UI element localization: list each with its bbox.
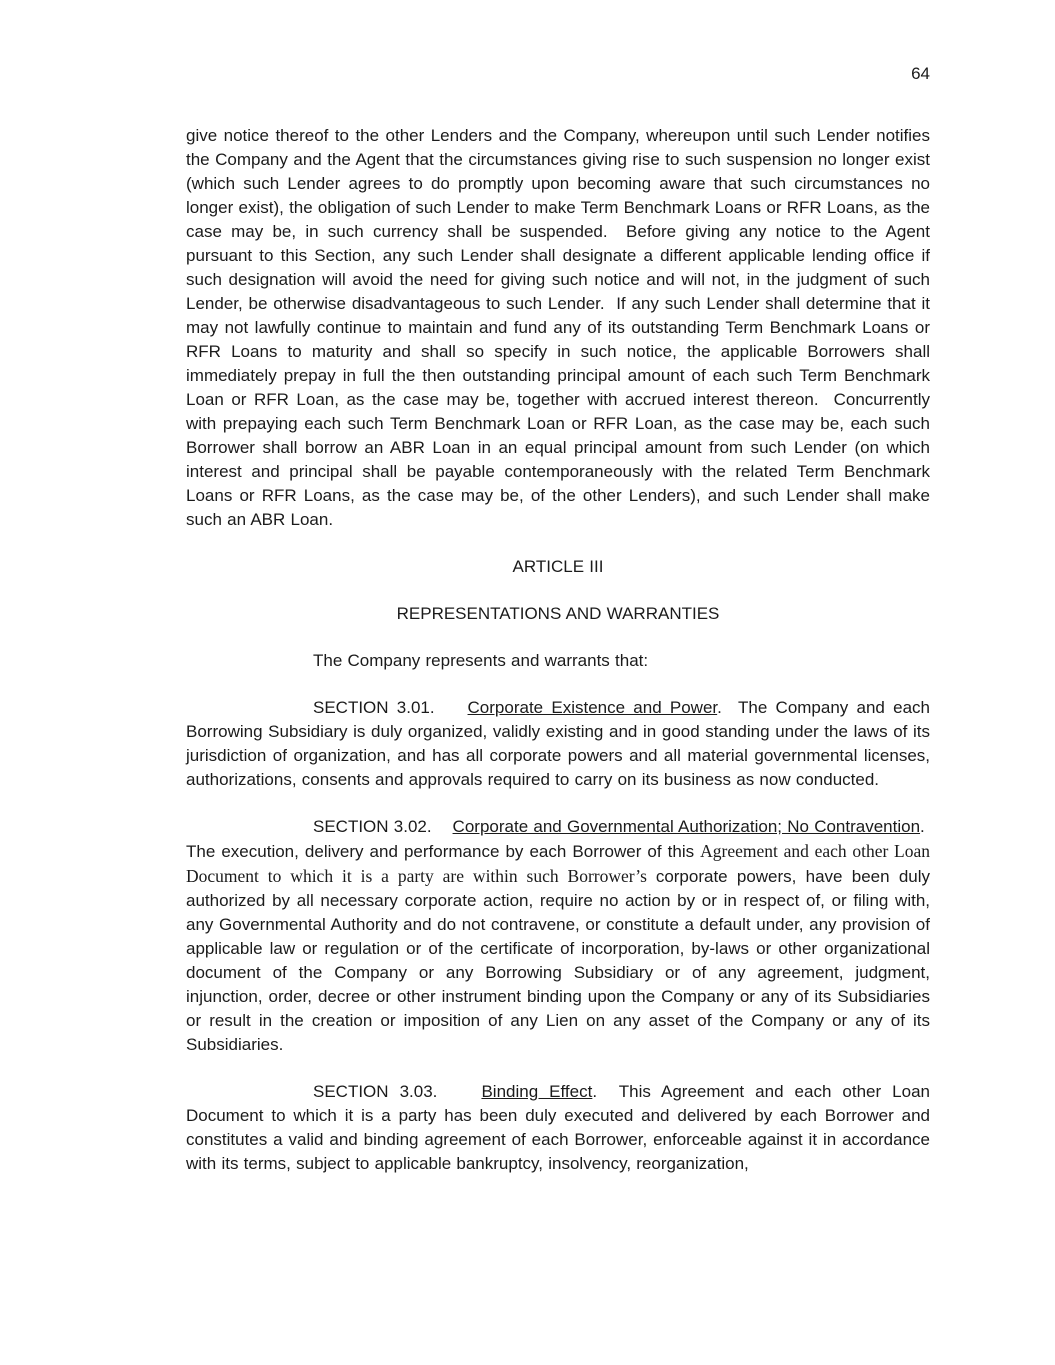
text-run: ARTICLE III: [512, 557, 604, 576]
continuation-paragraph: [186, 124, 930, 532]
document-content: [186, 124, 930, 1176]
text-run: Agreement and each other Loan Document to which it is a party are within such Borrower’s: [186, 841, 930, 886]
text-run: SECTION 3.02.: [313, 817, 453, 836]
text-run: . The execution, delivery and performance by each Borrower of this: [186, 817, 930, 861]
text-run: give notice thereof to the other Lenders and the Company, whereupon until such Lender notifies the Company and the Agent that the circumstances giving rise to such suspension no longer exist (which such Lender agrees to do promptly upon becoming aware that such circumstances no longer exist), the obligation of such Lender to make Term Benchmark Loans or RFR Loans, as the case may be, in such currency shall be suspended. Before giving any notice to the Agent pursuant to this Section, any such Lender shall designate a different applicable lending office if such designation will avoid the need for giving such notice and will not, in the judgment of such Lender, be otherwise disadvantageous to such Lender. If any such Lender shall determine that it may not lawfully continue to maintain and fund any of its outstanding Term Benchmark Loans or RFR Loans to maturity and shall so specify in such notice, the applicable Borrowers shall immediately prepay in full the then outstanding principal amount of each such Term Benchmark Loan or RFR Loan, as the case may be, together with accrued interest thereon. Concurrently with prepaying each such Term Benchmark Loan or RFR Loan, as the case may be, each such Borrower shall borrow an ABR Loan in an equal principal amount from such Lender (on which interest and principal shall be payable contemporaneously with the related Term Benchmark Loans or RFR Loans, as the case may be, of the other Lenders), and such Lender shall make such an ABR Loan.: [186, 126, 930, 529]
text-run: corporate powers, have been duly authorized by all necessary corporate action, require no action by or in respect of, or filing with, any Governmental Authority and do not contravene, or constitute a default under, any provision of applicable law or regulation or of the certificate of incorporation, by-laws or other organizational document of the Company or any Borrowing Subsidiary or of any agreement, judgment, injunction, order, decree or other instrument binding upon the Company or any of its Subsidiaries or result in the creation or imposition of any Lien on any asset of the Company or any of its Subsidiaries.: [186, 867, 930, 1054]
lead-in-paragraph: [186, 649, 930, 673]
text-run: SECTION 3.01.: [313, 698, 468, 717]
text-run: Corporate Existence and Power: [467, 698, 718, 717]
text-run: . This Agreement and each other Loan Document to which it is a party has been duly executed and delivered by each Borrower and constitutes a valid and binding agreement of each Borrower, enforceable against it in accordance with its terms, subject to applicable bankruptcy, insolvency, reorganization,: [186, 1082, 930, 1173]
section-3-02-paragraph: [186, 815, 930, 1057]
text-run: REPRESENTATIONS AND WARRANTIES: [396, 604, 720, 623]
article-iii-heading: [186, 555, 930, 579]
text-run: The Company represents and warrants that:: [313, 651, 649, 670]
text-run: SECTION 3.03.: [313, 1082, 482, 1101]
section-3-01-paragraph: [186, 696, 930, 792]
text-run: Binding Effect: [481, 1082, 593, 1101]
page-number: 64: [911, 64, 930, 83]
section-3-03-paragraph: [186, 1080, 930, 1176]
text-run: . The Company and each Borrowing Subsidiary is duly organized, validly existing and in good standing under the laws of its jurisdiction of organization, and has all corporate powers and all material governmental licenses, authorizations, consents and approvals required to carry on its business as now conducted.: [186, 698, 930, 789]
representations-warranties-heading: [186, 602, 930, 626]
text-run: Corporate and Governmental Authorization; No Contravention: [452, 817, 921, 836]
